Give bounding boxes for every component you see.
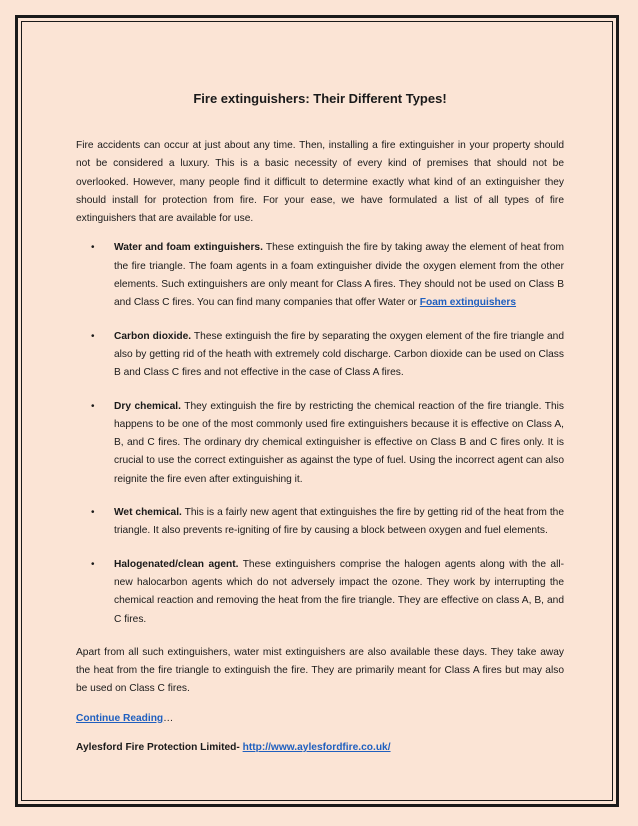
item-text: These extinguish the fire by taking away the element of heat from the fire triangle. The foam agents in a foam extinguisher divide the oxygen element from the other elements. Such extinguishers are only meant for Class A fires. They should not be used on Class B and Class C fires. You can find many companies that offer Water or <box>114 242 565 309</box>
bullet-icon: • <box>91 330 95 342</box>
bullet-icon: • <box>91 507 95 519</box>
item-text: These extinguishers comprise the halogen agents along with the all-new halocarbon agents which do not adversely impact the ozone. They work by interrupting the chemical reaction and removing the heat from the fire triangle. They are effective on class A, B, and C fires. <box>114 558 564 625</box>
item-heading: Halogenated/clean agent. <box>114 558 239 570</box>
company-website-link[interactable]: http://www.aylesfordfire.co.uk/ <box>242 742 391 754</box>
continue-reading-line <box>76 710 564 728</box>
bullet-icon: • <box>91 400 95 412</box>
document-body <box>76 90 564 757</box>
item-heading: Wet chemical. <box>114 507 182 519</box>
list-item-water-foam <box>76 239 564 312</box>
item-heading: Carbon dioxide. <box>114 330 192 342</box>
continue-reading-link[interactable]: Continue Reading <box>76 712 164 724</box>
list-item-dry-chemical <box>76 398 564 489</box>
item-text: They extinguish the fire by restricting the chemical reaction of the fire triangle. This happens to be one of the most commonly used fire extinguishers because it is effective on Class A, B, and C fires. The ordinary dry chemical extinguisher is effective on Class B and C fires only. It is crucial to use the correct extinguisher as against the type of fuel. Using the incorrect agent can also reignite the fire even after extinguishing it. <box>114 400 564 485</box>
bullet-icon: • <box>91 558 95 570</box>
list-item-carbon-dioxide <box>76 328 564 383</box>
foam-extinguishers-link[interactable]: Foam extinguishers <box>419 297 517 309</box>
item-text: These extinguish the fire by separating the oxygen element of the fire triangle and also by getting rid of the heath with extremely cold discharge. Carbon dioxide can be used on Class B and Class C fires and not effective in the case of Class A fires. <box>114 330 564 379</box>
company-footer <box>76 739 564 757</box>
item-heading: Dry chemical. <box>114 400 181 412</box>
item-text: This is a fairly new agent that extinguishes the fire by getting rid of the heat from the triangle. It also prevents re-igniting of fire by causing a block between oxygen and fuel elements. <box>114 507 564 537</box>
continue-reading-ellipsis: … <box>163 712 174 724</box>
item-heading: Water and foam extinguishers. <box>114 242 263 254</box>
company-name: Aylesford Fire Protection Limited- <box>76 742 243 754</box>
document-title: Fire extinguishers: Their Different Types! <box>193 91 447 106</box>
bullet-icon: • <box>91 242 95 254</box>
list-item-wet-chemical <box>76 504 564 541</box>
intro-paragraph: Fire accidents can occur at just about any time. Then, installing a fire extinguisher in your property should not be considered a luxury. This is a basic necessity of every kind of premises that should not be overlooked. However, many people find it difficult to determine exactly what kind of an extinguisher they should install for protection from fire. For your ease, we have formulated a list of all types of fire extinguishers that are available for use. <box>76 140 564 225</box>
extinguisher-list <box>76 239 564 628</box>
closing-paragraph: Apart from all such extinguishers, water mist extinguishers are also available these days. They take away the heat from the fire triangle to extinguish the fire. They are primarily meant for Class A fires but may also be used on Class C fires. <box>76 646 564 695</box>
list-item-halogenated-clean-agent <box>76 556 564 629</box>
